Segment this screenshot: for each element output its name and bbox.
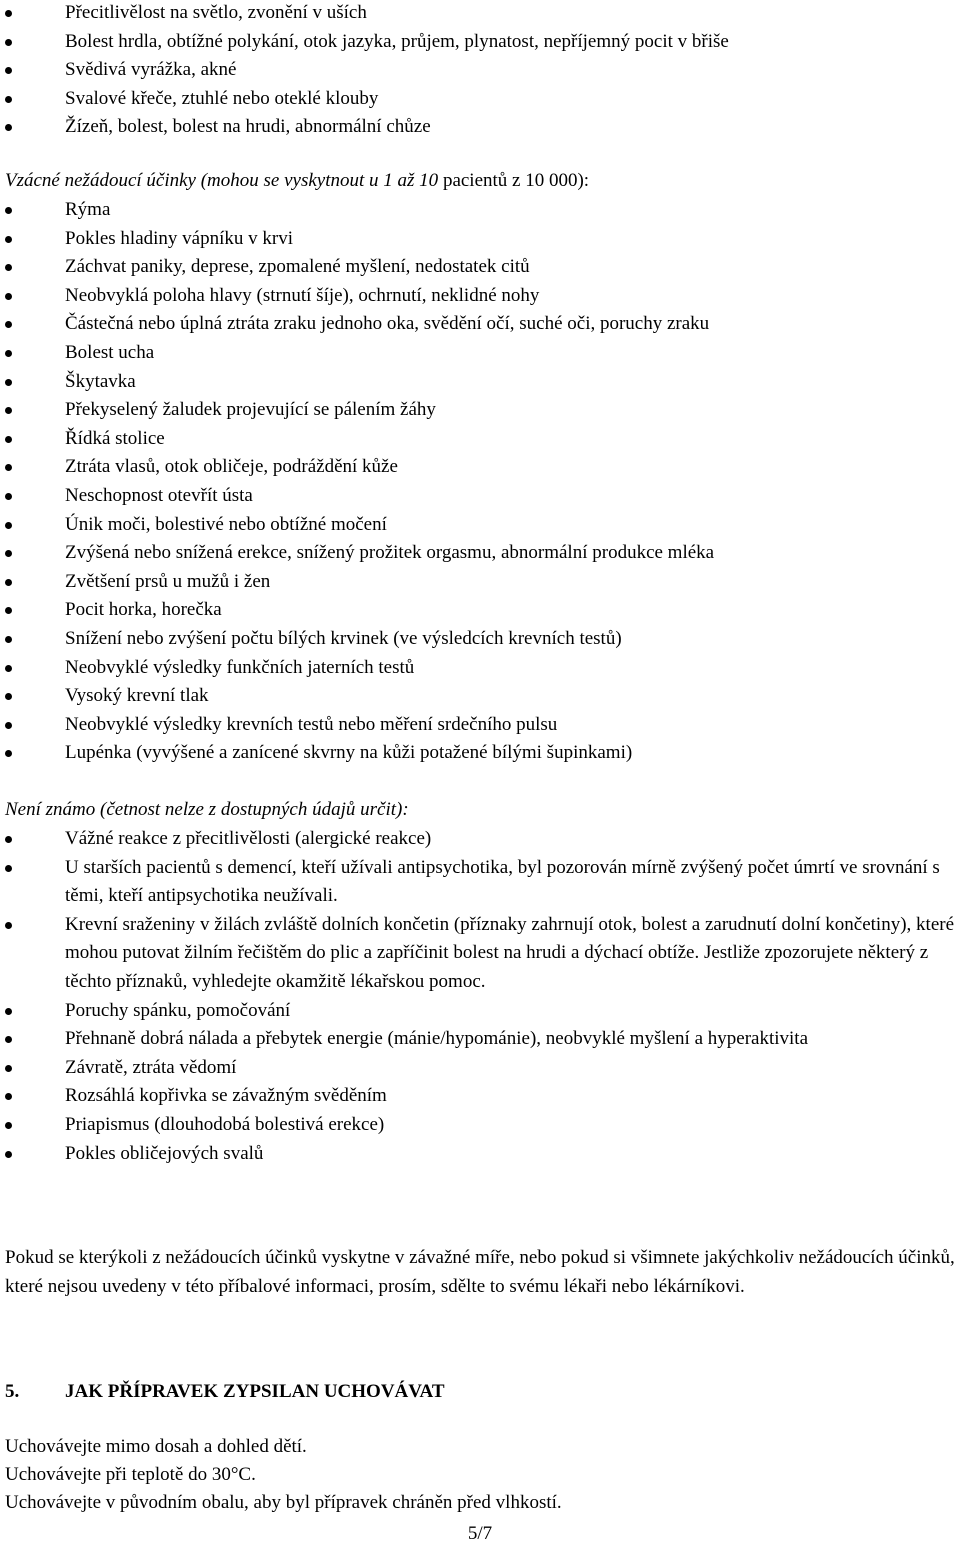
list-item: Škytavka: [0, 368, 960, 397]
storage-line: Uchovávejte při teplotě do 30°C.: [5, 1464, 256, 1485]
list-item: Řídká stolice: [0, 425, 960, 454]
list-item: Neschopnost otevřít ústa: [0, 482, 960, 511]
section-5-heading: [5, 1378, 445, 1407]
list-item: Vážné reakce z přecitlivělosti (alergické reakce): [0, 825, 960, 854]
list-item: Zvětšení prsů u mužů i žen: [0, 568, 960, 597]
storage-line: Uchovávejte mimo dosah a dohled dětí.: [5, 1436, 307, 1457]
list-item: Rozsáhlá kopřivka se závažným svěděním: [0, 1082, 960, 1111]
list-item: Přecitlivělost na světlo, zvonění v uších: [0, 0, 960, 28]
list-item: Poruchy spánku, pomočování: [0, 997, 960, 1026]
list-item: Rýma: [0, 196, 960, 225]
list-item: Neobvyklé výsledky krevních testů nebo měření srdečního pulsu: [0, 711, 960, 740]
list-item: Neobvyklá poloha hlavy (strnutí šíje), ochrnutí, neklidné nohy: [0, 282, 960, 311]
list-item: Přehnaně dobrá nálada a přebytek energie (mánie/hypománie), neobvyklé myšlení a hyperaktivita: [0, 1025, 960, 1054]
list-item: Lupénka (vyvýšené a zanícené skvrny na kůži potažené bílými šupinkami): [0, 739, 960, 768]
list-item: Neobvyklé výsledky funkčních jaterních testů: [0, 654, 960, 683]
list-item: Priapismus (dlouhodobá bolestivá erekce): [0, 1111, 960, 1140]
list-item: Částečná nebo úplná ztráta zraku jednoho oka, svědění očí, suché oči, poruchy zraku: [0, 310, 960, 339]
report-side-effects-paragraph: Pokud se kterýkoli z nežádoucích účinků vyskytne v závažné míře, nebo pokud si všimnete jakýchkoliv nežádoucích účinků, které nejsou uvedeny v této příbalové informaci, prosím, sdělte to svému lékaři nebo lékárníkovi.: [5, 1247, 955, 1297]
rare-effects-heading-italic: Vzácné nežádoucí účinky (mohou se vyskytnout u 1 až 10: [5, 170, 439, 191]
list-item: Závratě, ztráta vědomí: [0, 1054, 960, 1083]
list-item: Pokles obličejových svalů: [0, 1140, 960, 1169]
list-item: Žízeň, bolest, bolest na hrudi, abnormální chůze: [0, 113, 960, 142]
list-item: Záchvat paniky, deprese, zpomalené myšlení, nedostatek citů: [0, 253, 960, 282]
list-item: Pocit horka, horečka: [0, 596, 960, 625]
rare-effects-heading-normal: pacientů z 10 000):: [438, 170, 590, 191]
list-item: U starších pacientů s demencí, kteří užívali antipsychotika, byl pozorován mírně zvýšený počet úmrtí ve srovnání s těmi, kteří antipsychotika neužívali.: [0, 854, 960, 911]
rare-effects-heading: [5, 167, 589, 196]
list-item: Překyselený žaludek projevující se pálením žáhy: [0, 396, 960, 425]
unknown-frequency-heading: Není známo (četnost nelze z dostupných údajů určit):: [5, 799, 409, 820]
section-number: 5.: [5, 1381, 20, 1402]
list-item: Bolest ucha: [0, 339, 960, 368]
list-item: Bolest hrdla, obtížné polykání, otok jazyka, průjem, plynatost, nepříjemný pocit v břiše: [0, 28, 960, 57]
list-item: Únik moči, bolestivé nebo obtížné močení: [0, 511, 960, 540]
list-item: Krevní sraženiny v žilách zvláště dolních končetin (příznaky zahrnují otok, bolest a zarudnutí dolní končetiny), které mohou putovat žilním řečištěm do plic a zapříčinit bolest na hrudi a dýchací obtíže. Jestliže zpozorujete některý z těchto příznaků, vyhledejte okamžitě lékařskou pomoc.: [0, 911, 960, 997]
side-effects-list-uncommon: [0, 0, 960, 142]
page-number: 5/7: [467, 1523, 493, 1544]
side-effects-list-unknown: [0, 825, 960, 1168]
list-item: Ztráta vlasů, otok obličeje, podráždění kůže: [0, 453, 960, 482]
list-item: Svalové křeče, ztuhlé nebo oteklé klouby: [0, 85, 960, 114]
side-effects-list-rare: [0, 196, 960, 768]
list-item: Zvýšená nebo snížená erekce, snížený prožitek orgasmu, abnormální produkce mléka: [0, 539, 960, 568]
section-title: JAK PŘÍPRAVEK ZYPSILAN UCHOVÁVAT: [65, 1381, 445, 1402]
list-item: Vysoký krevní tlak: [0, 682, 960, 711]
list-item: Pokles hladiny vápníku v krvi: [0, 225, 960, 254]
list-item: Svědivá vyrážka, akné: [0, 56, 960, 85]
storage-line: Uchovávejte v původním obalu, aby byl přípravek chráněn před vlhkostí.: [5, 1492, 562, 1513]
list-item: Snížení nebo zvýšení počtu bílých krvinek (ve výsledcích krevních testů): [0, 625, 960, 654]
